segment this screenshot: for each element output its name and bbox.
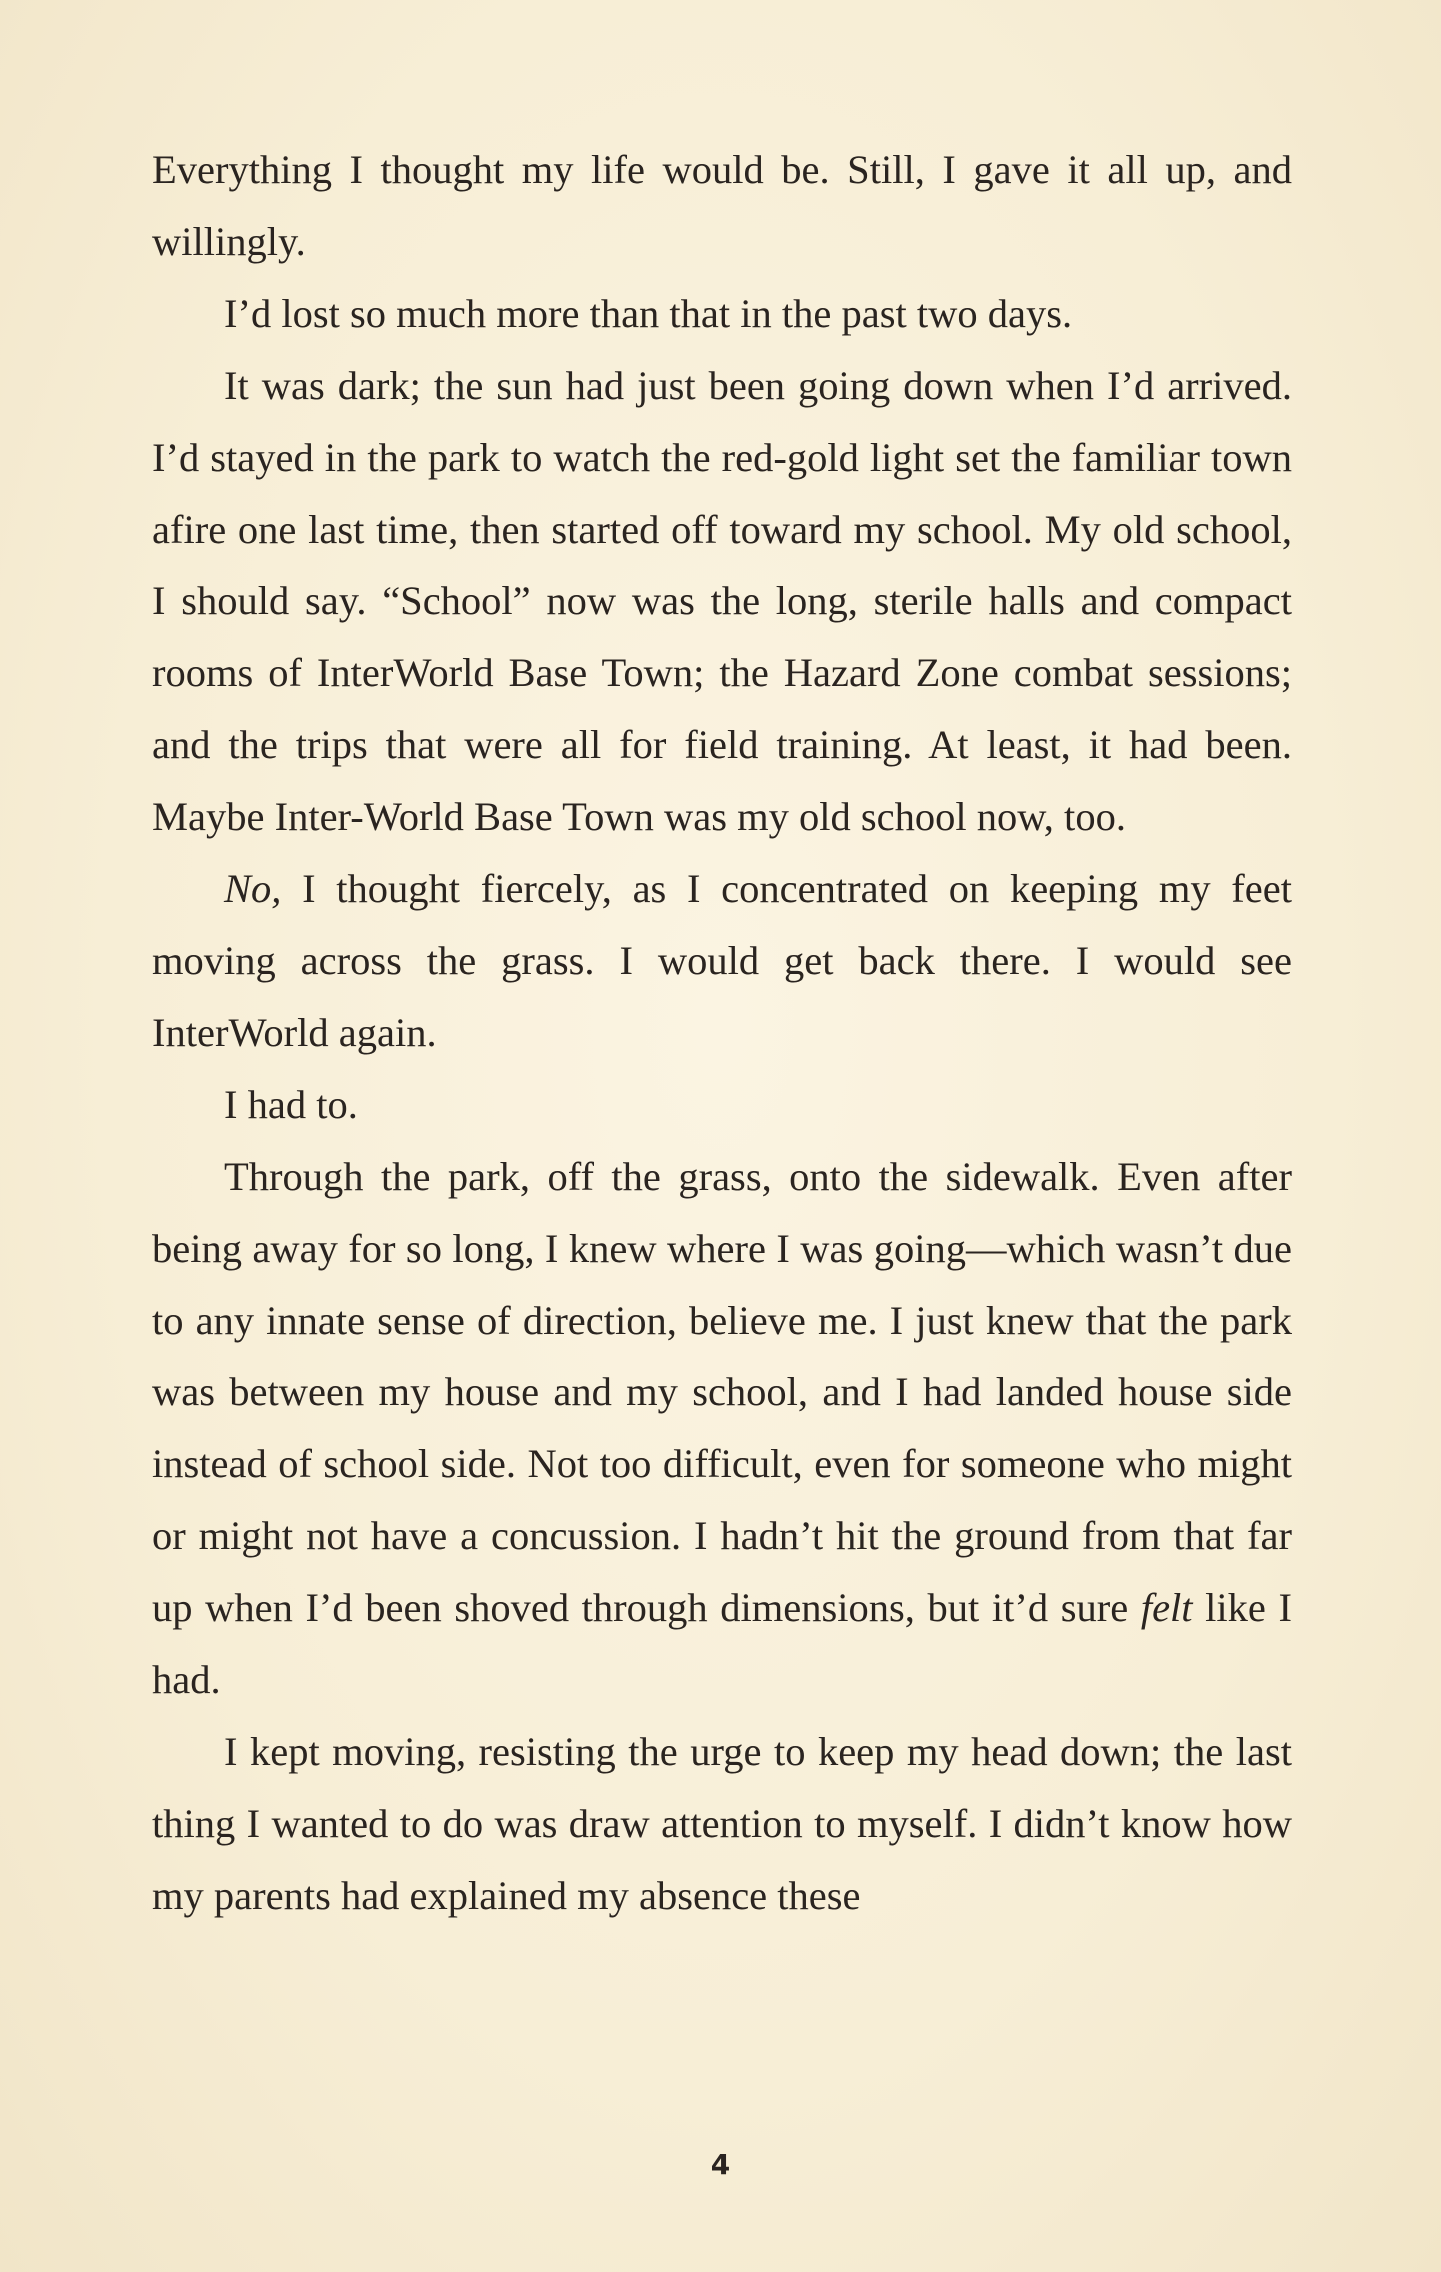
paragraph-6-end: like I had. [152, 1585, 1292, 1703]
paragraph-4 [152, 853, 1292, 1069]
paragraph-2: I’d lost so much more than that in the past two days. [224, 290, 1073, 336]
paragraph-3: It was dark; the sun had just been going down when I’d arrived. I’d stayed in the park to watch the red-gold light set the familiar town afire one last time, then started off toward my school. My old school, I should say. “School” now was the long, sterile halls and compact rooms of InterWorld Base Town; the Hazard Zone combat sessions; and the trips that were all for field training. At least, it had been. Maybe Inter-World Base Town was my old school now, too. [152, 362, 1292, 840]
page-number: 4 [710, 2148, 731, 2181]
paragraph-6-text: Through the park, off the grass, onto the sidewalk. Even after being away for so long, I knew where I was going—which wasn’t due to any innate sense of direction, believe me. I just knew that the park was between my house and my school, and I had landed house side instead of school side. Not too difficult, even for someone who might or might not have a concussion. I hadn’t hit the ground from that far up when I’d been shoved through dimensions, but it’d sure [152, 1153, 1292, 1631]
paragraph-5: I had to. [224, 1081, 358, 1127]
paragraph-4-text: I thought fiercely, as I concentrated on keeping my feet moving across the grass. I would get back there. I would see InterWorld again. [152, 866, 1292, 1055]
paragraph-7: I kept moving, resisting the urge to keep my head down; the last thing I wanted to do was draw attention to myself. I didn’t know how my parents had explained my absence these [152, 1728, 1292, 1918]
paragraph-1: Everything I thought my life would be. Still, I gave it all up, and willingly. [152, 147, 1292, 264]
paragraph-6 [152, 1141, 1292, 1716]
body-text [152, 134, 1292, 1932]
italic-no: No, [224, 866, 282, 912]
italic-felt: felt [1140, 1585, 1193, 1631]
